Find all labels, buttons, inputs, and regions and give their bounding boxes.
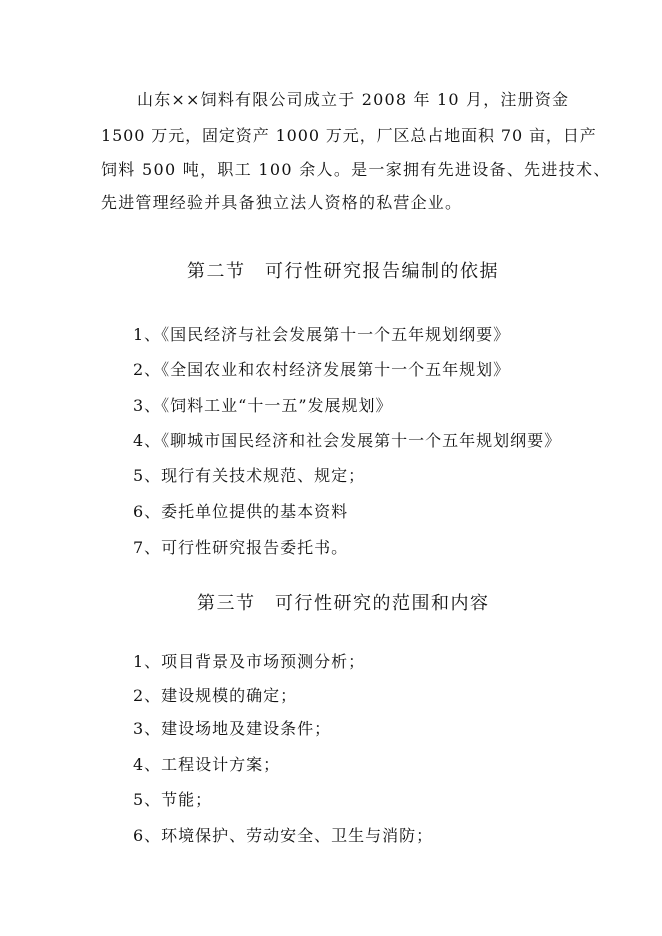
list-item: 3、《饲料工业“十一五”发展规划》 xyxy=(133,396,393,415)
list-item: 5、现行有关技术规范、规定； xyxy=(133,466,366,485)
list-item: 5、节能； xyxy=(133,790,213,809)
list-item: 4、工程设计方案； xyxy=(133,755,281,774)
list-item: 2、建设规模的确定； xyxy=(133,686,298,705)
list-item: 7、可行性研究报告委托书。 xyxy=(133,538,349,557)
list-item: 1、《国民经济与社会发展第十一个五年规划纲要》 xyxy=(133,325,511,344)
list-item: 6、委托单位提供的基本资料 xyxy=(133,502,349,521)
section-heading: 第三节 可行性研究的范围和内容 xyxy=(197,593,490,614)
section-heading: 第二节 可行性研究报告编制的依据 xyxy=(187,261,499,282)
list-item: 4、《聊城市国民经济和社会发展第十一个五年规划纲要》 xyxy=(133,431,562,450)
list-item: 2、《全国农业和农村经济发展第十一个五年规划》 xyxy=(133,360,511,379)
intro-line: 饲料 500 吨，职工 100 余人。是一家拥有先进设备、先进技术、 xyxy=(101,160,611,179)
list-item: 6、环境保护、劳动安全、卫生与消防； xyxy=(133,826,434,845)
intro-line: 1500 万元，固定资产 1000 万元，厂区总占地面积 70 亩，日产 xyxy=(101,126,597,145)
intro-line: 山东××饲料有限公司成立于 2008 年 10 月，注册资金 xyxy=(137,90,570,109)
intro-line: 先进管理经验并具备独立法人资格的私营企业。 xyxy=(101,193,463,212)
list-item: 3、建设场地及建设条件； xyxy=(133,719,332,738)
list-item: 1、项目背景及市场预测分析； xyxy=(133,652,366,671)
